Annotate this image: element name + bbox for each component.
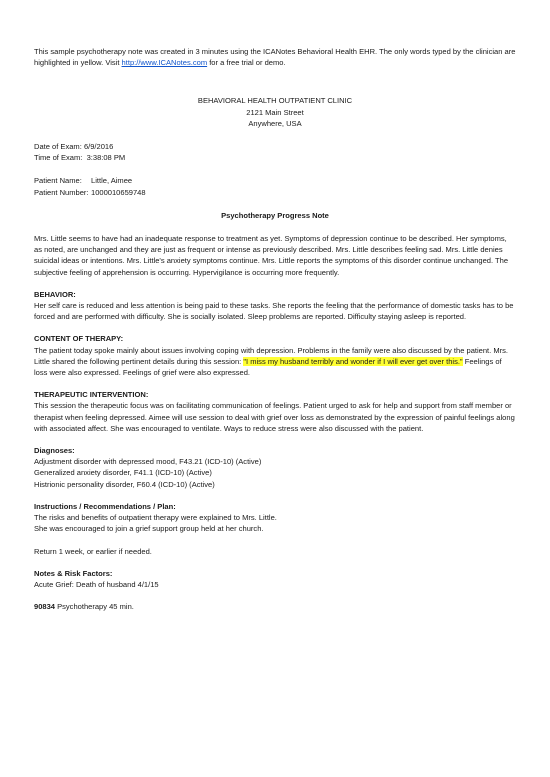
notes-text: Acute Grief: Death of husband 4/1/15 (34, 579, 159, 589)
intervention-paragraph: This session the therapeutic focus was on facilitating communication of feelings. Patient urged to ask for help and support from staff member or therapist when feeling depressed. Aimee will use session to deal with grief over loss as demonstrated by the expression of painful feelings along with associated affect. She was encouraged to ventilate. Ways to reduce stress were also discussed with the patient. (34, 401, 515, 433)
icanotes-link[interactable]: http://www.ICANotes.com (121, 58, 208, 68)
exam-date-row (34, 141, 516, 152)
notes-heading: Notes & Risk Factors: (34, 568, 113, 578)
behavior-heading: BEHAVIOR: (34, 289, 76, 299)
instructions-heading: Instructions / Recommendations / Plan: (34, 501, 176, 511)
patient-number-row (34, 187, 516, 198)
billing-line (34, 601, 516, 612)
exam-time-row (34, 152, 516, 163)
billing-code: 90834 (34, 602, 55, 612)
sample-notice (34, 46, 516, 68)
exam-time-value: 3:38:08 PM (86, 153, 126, 163)
billing-description: Psychotherapy 45 min. (55, 602, 134, 612)
patient-name-row (34, 175, 516, 186)
notice-text: This sample psychotherapy note was created in 3 minutes using the ICANotes Behavioral Health EHR. The only words typed by the clinician are highlighted in yellow. Visit (34, 47, 516, 68)
clinic-name: BEHAVIORAL HEALTH OUTPATIENT CLINIC (197, 96, 353, 106)
content-paragraph (34, 345, 516, 379)
clinic-street: 2121 Main Street (246, 107, 304, 117)
patient-number-label: Patient Number: (34, 187, 89, 197)
behavior-paragraph: Her self care is reduced and less attention is being paid to these tasks. She reports the feeling that the performance of domestic tasks has to be forced and are performed with difficulty. She is socially isolated. Sleep problems are reported. Difficulty staying asleep is reported. (34, 301, 514, 322)
content-heading: CONTENT OF THERAPY: (34, 334, 124, 344)
clinic-header (34, 95, 516, 129)
intervention-heading: THERAPEUTIC INTERVENTION: (34, 390, 149, 400)
patient-quote-highlight: "I miss my husband terribly and wonder if I will ever get over this." (243, 356, 463, 366)
instructions-line: The risks and benefits of outpatient therapy were explained to Mrs. Little. (34, 513, 277, 523)
patient-name-value: Little, Aimee (91, 176, 133, 186)
diagnosis-item: Generalized anxiety disorder, F41.1 (ICD-10) (Active) (34, 468, 212, 478)
exam-date-label: Date of Exam: (34, 142, 82, 152)
intro-paragraph: Mrs. Little seems to have had an inadequate response to treatment as yet. Symptoms of depression continue to be described. Her symptoms, as noted, are unchanged and they are just as frequent or intense as previously described. Mrs. Little describes feeling sad. Mrs. Little denies suicidal ideas or intentions. Mrs. Little's anxiety symptoms continue. Mrs. Little reports the symptoms of this disorder continue unchanged. The subjective feeling of apprehension is occurring. Hypervigilance is occurring more frequently. (34, 234, 509, 277)
diagnosis-item: Histrionic personality disorder, F60.4 (ICD-10) (Active) (34, 479, 215, 489)
instructions-line: She was encouraged to join a grief support group held at her church. (34, 524, 264, 534)
patient-name-label: Patient Name: (34, 176, 82, 186)
patient-number-value: 1000010659748 (91, 187, 146, 197)
return-instruction: Return 1 week, or earlier if needed. (34, 546, 152, 556)
exam-date-value: 6/9/2016 (83, 142, 114, 152)
diagnosis-item: Adjustment disorder with depressed mood, F43.21 (ICD-10) (Active) (34, 457, 262, 467)
content-text-end: Feelings of loss were also expressed. Feelings of grief were also expressed. (34, 356, 502, 378)
exam-time-label: Time of Exam: (34, 153, 83, 163)
diagnoses-heading: Diagnoses: (34, 446, 75, 456)
exam-info (34, 141, 516, 163)
clinic-city: Anywhere, USA (248, 118, 302, 128)
content-text: The patient today spoke mainly about issues involving coping with depression. Problems in the family were also discussed by the patient. Mrs. Little shared the following pertinent details during this session: (34, 345, 509, 366)
patient-info (34, 175, 516, 197)
note-title: Psychotherapy Progress Note (221, 210, 329, 220)
notice-text-end: for a free trial or demo. (207, 58, 286, 68)
